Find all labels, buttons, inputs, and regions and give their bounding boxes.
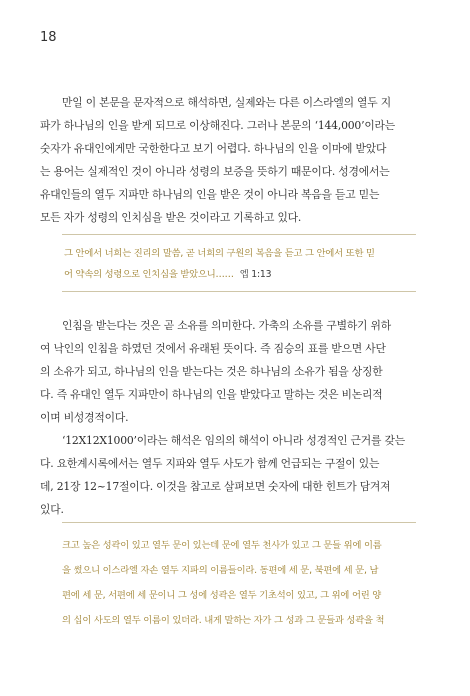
text-line: 이며 비성경적이다. — [40, 411, 129, 424]
quote-line: 의 십이 사도의 열두 이름이 있더라. 내게 말하는 자가 그 성과 그 문들과 성곽을 척 — [62, 615, 385, 626]
main-paragraph-1 — [40, 91, 440, 229]
text-line: 파가 하나님의 인을 받게 되므로 이상해진다. 그러나 본문의 ‘144,000’이라는 — [40, 119, 396, 132]
text-line: 모든 자가 성령의 인치심을 받은 것이라고 기록하고 있다. — [40, 211, 302, 224]
text-line: 다. 요한계시록에서는 열두 지파와 열두 사도가 함께 언급되는 구절이 있는 — [40, 457, 380, 470]
text-line: 숫자가 유대인에게만 국한한다고 보기 어렵다. 하나님의 인을 이마에 받았다 — [40, 142, 387, 155]
scripture-reference: 엡 1:13 — [239, 269, 272, 280]
quote-line: 그 안에서 너희는 진리의 말씀, 곧 너희의 구원의 복음을 듣고 그 안에서 또한 믿 — [64, 248, 375, 259]
quote-divider-top-2 — [62, 522, 416, 523]
text-line: 만일 이 본문을 문자적으로 해석하면, 실제와는 다른 이스라엘의 열두 지 — [62, 96, 391, 109]
scripture-quote-2 — [62, 533, 432, 633]
quote-divider-bottom — [62, 291, 416, 292]
text-line: 인침을 받는다는 것은 곧 소유를 의미한다. 가축의 소유를 구별하기 위하 — [62, 319, 391, 332]
quote-line-with-ref — [64, 264, 424, 285]
main-paragraph-2 — [40, 314, 440, 521]
text-line: ‘12X12X1000’이라는 해석은 임의의 해석이 아니라 성경적인 근거를 갖는 — [62, 434, 405, 447]
scripture-quote-1 — [64, 243, 424, 285]
quote-line: 어 약속의 성령으로 인치심을 받았으니…… — [64, 269, 234, 280]
quote-line: 편에 세 문, 서편에 세 문이니 그 성에 성곽은 열두 기초석이 있고, 그 위에 어린 양 — [62, 590, 382, 601]
text-line: 의 소유가 되고, 하나님의 인을 받는다는 것은 하나님의 소유가 됨을 상징한 — [40, 365, 383, 378]
text-line: 유대인들의 열두 지파만 하나님의 인을 받은 것이 아니라 복음을 듣고 믿는 — [40, 188, 380, 201]
text-line: 데, 21장 12~17절이다. 이것을 참고로 살펴보면 숫자에 대한 힌트가 담겨져 — [40, 480, 391, 493]
text-line: 있다. — [40, 503, 64, 516]
text-line: 여 낙인의 인침을 하였던 것에서 유래된 뜻이다. 즉 짐승의 표를 받으면 사단 — [40, 342, 386, 355]
text-line: 는 용어는 실제적인 것이 아니라 성령의 보증을 뜻하기 때문이다. 성경에서는 — [40, 165, 390, 178]
page-number: 18 — [40, 30, 57, 45]
quote-line: 크고 높은 성곽이 있고 열두 문이 있는데 문에 열두 천사가 있고 그 문들 위에 이름 — [62, 540, 382, 551]
quote-divider-top — [62, 234, 416, 235]
quote-line: 을 썼으니 이스라엘 자손 열두 지파의 이름들이라. 동편에 세 문, 북편에 세 문, 남 — [62, 565, 379, 576]
text-line: 다. 즉 유대인 열두 지파만이 하나님의 인을 받았다고 말하는 것은 비논리적 — [40, 388, 383, 401]
